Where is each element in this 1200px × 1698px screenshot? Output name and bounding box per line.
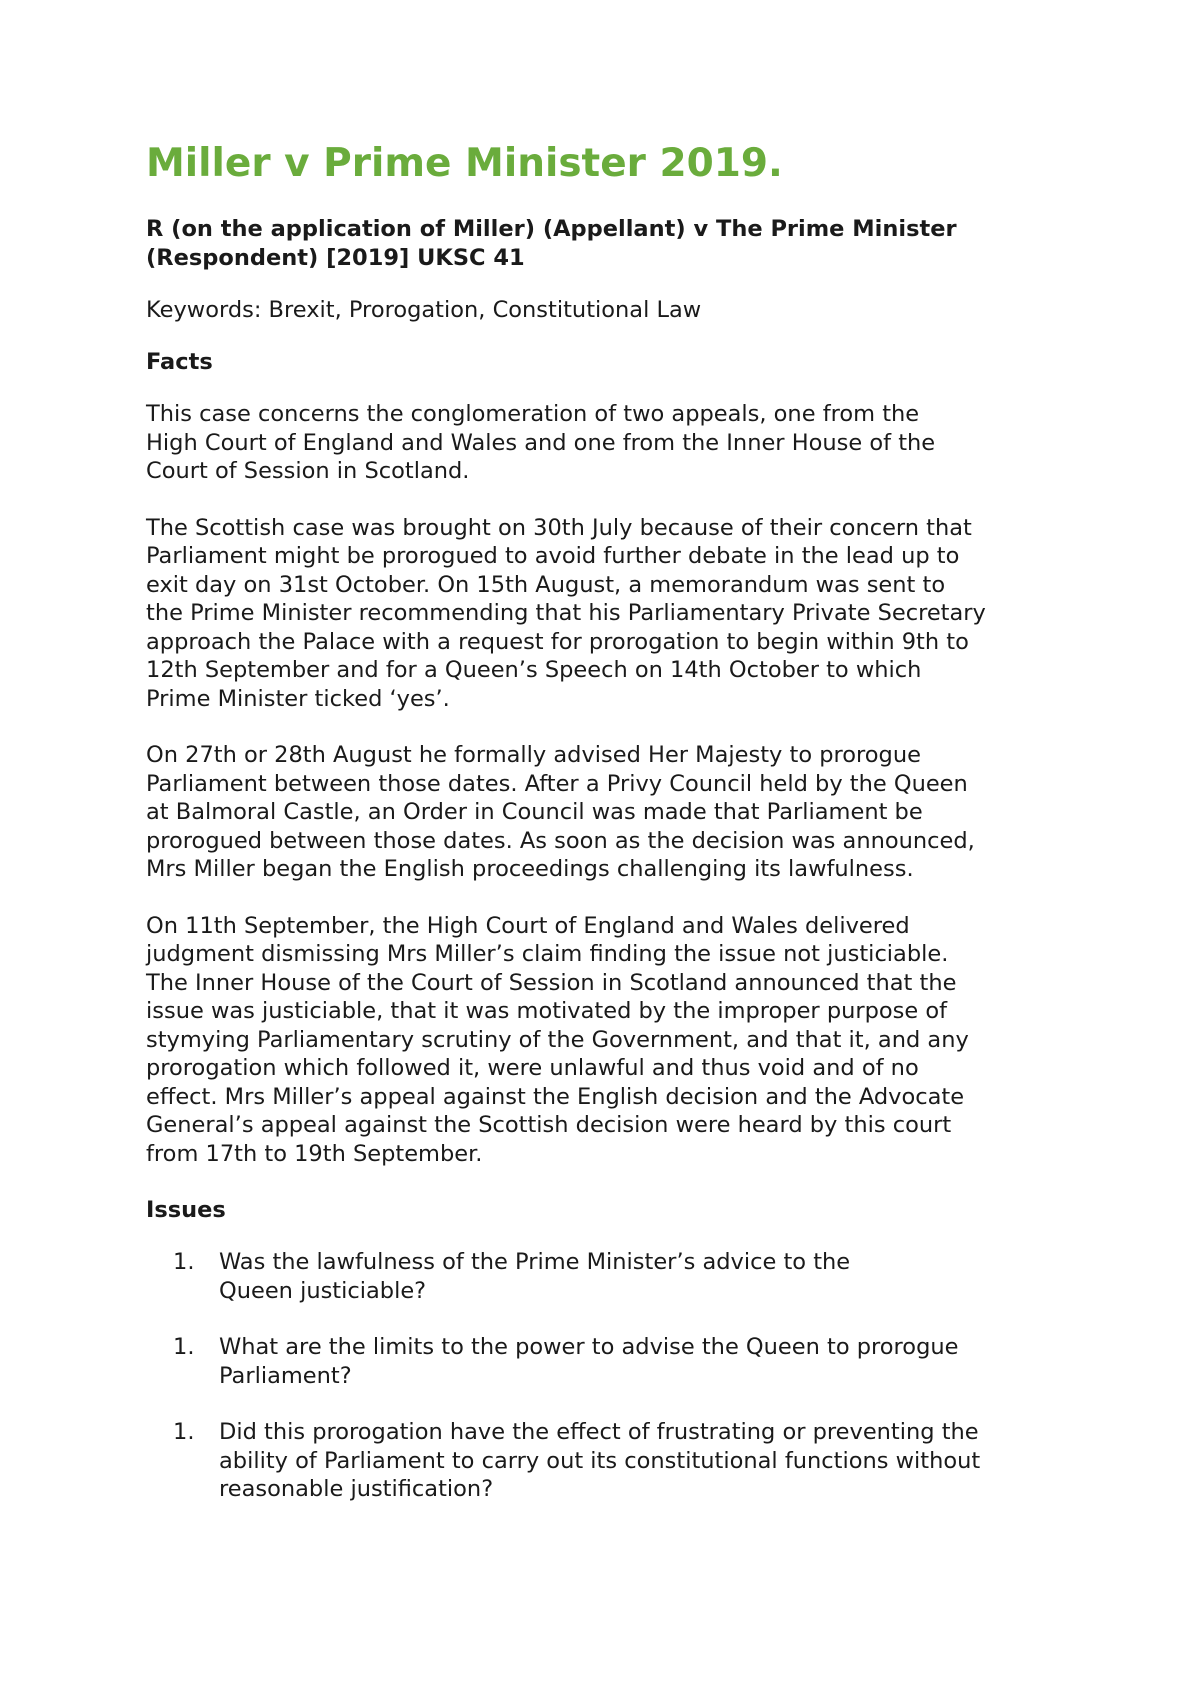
issue-number: 1. xyxy=(173,1249,195,1275)
issue-item-1 xyxy=(146,1248,1076,1305)
document-page xyxy=(146,140,1076,1532)
facts-heading: Facts xyxy=(146,349,213,375)
issue-text: What are the limits to the power to advise the Queen to prorogue Parliament? xyxy=(219,1334,959,1389)
issue-number: 1. xyxy=(173,1334,195,1360)
document-title: Miller v Prime Minister 2019. xyxy=(146,141,783,186)
issue-item-2 xyxy=(146,1333,1076,1390)
facts-paragraph-3: On 27th or 28th August he formally advised Her Majesty to prorogue Parliament between those dates. After a Privy Council held by the Queen at Balmoral Castle, an Order in Council was made that Parliament be prorogued between those dates. As soon as the decision was announced, Mrs Miller began the English proceedings challenging its lawfulness. xyxy=(146,742,975,882)
issue-number: 1. xyxy=(173,1419,195,1445)
issues-heading: Issues xyxy=(146,1197,226,1223)
case-citation: R (on the application of Miller) (Appellant) v The Prime Minister (Respondent) [2019] UKSC 41 xyxy=(146,216,957,271)
keywords-line: Keywords: Brexit, Prorogation, Constitutional Law xyxy=(146,297,702,323)
facts-paragraph-1: This case concerns the conglomeration of two appeals, one from the High Court of England and Wales and one from the Inner House of the Court of Session in Scotland. xyxy=(146,401,936,484)
issues-list xyxy=(146,1248,1076,1504)
issue-text: Was the lawfulness of the Prime Minister’s advice to the Queen justiciable? xyxy=(219,1249,851,1304)
issue-text: Did this prorogation have the effect of frustrating or preventing the ability of Parliament to carry out its constitutional functions without reasonable justification? xyxy=(219,1419,981,1502)
facts-paragraph-4: On 11th September, the High Court of England and Wales delivered judgment dismissing Mrs Miller’s claim finding the issue not justiciable. The Inner House of the Court of Session in Scotland announced that the issue was justiciable, that it was motivated by the improper purpose of stymying Parliamentary scrutiny of the Government, and that it, and any prorogation which followed it, were unlawful and thus void and of no effect. Mrs Miller’s appeal against the English decision and the Advocate General’s appeal against the Scottish decision were heard by this court from 17th to 19th September. xyxy=(146,912,969,1167)
issue-item-3 xyxy=(146,1418,1076,1504)
facts-paragraph-2: The Scottish case was brought on 30th July because of their concern that Parliament might be prorogued to avoid further debate in the lead up to exit day on 31st October. On 15th August, a memorandum was sent to the Prime Minister recommending that his Parliamentary Private Secretary approach the Palace with a request for prorogation to begin within 9th to 12th September and for a Queen’s Speech on 14th October to which Prime Minister ticked ‘yes’. xyxy=(146,514,986,712)
